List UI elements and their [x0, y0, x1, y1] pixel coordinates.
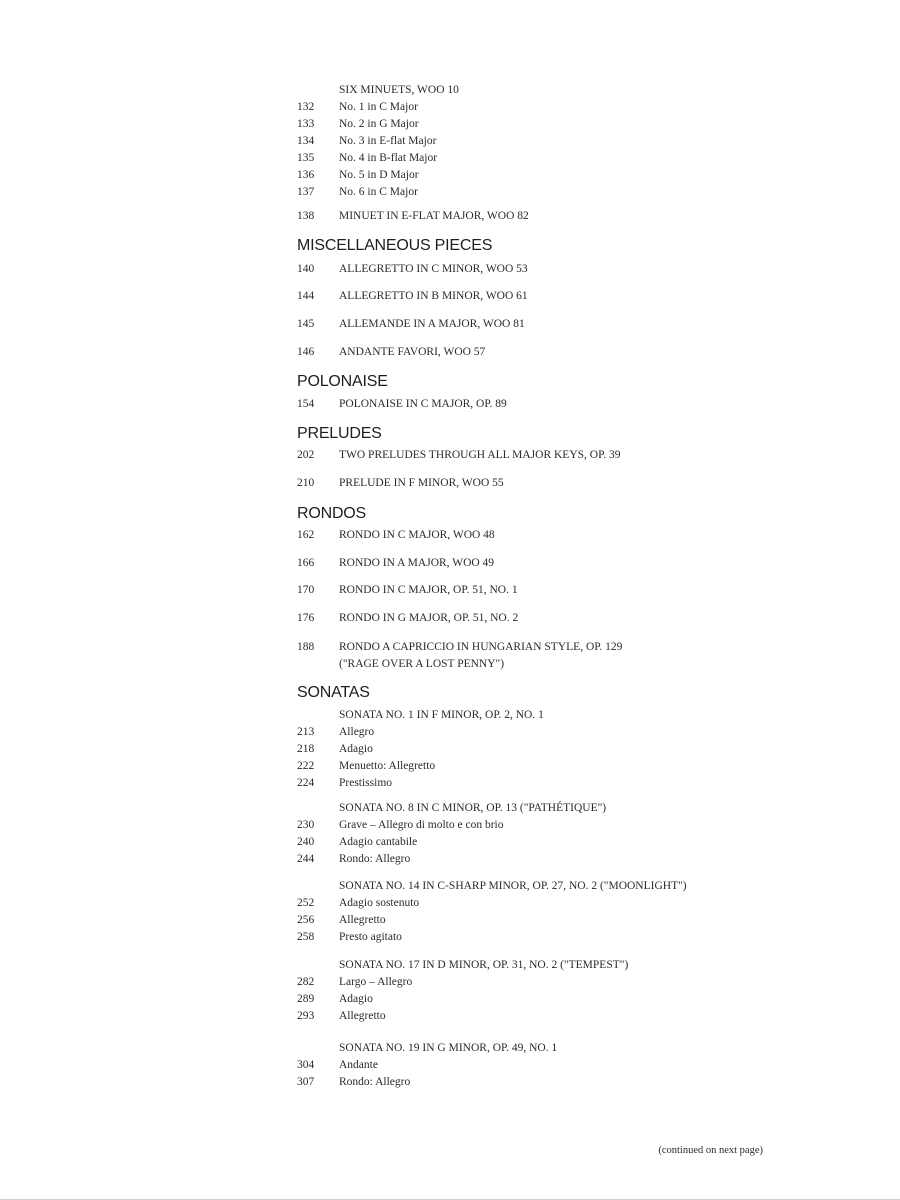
- toc-entry: 170 RONDO IN C MAJOR, OP. 51, NO. 1: [297, 584, 518, 596]
- toc-entry: 154 POLONAISE IN C MAJOR, OP. 89: [297, 398, 507, 410]
- toc-entry: 166 RONDO IN A MAJOR, WOO 49: [297, 557, 495, 569]
- group-title: SIX MINUETS, WOO 10: [339, 84, 459, 96]
- toc-entry: 133 No. 2 in G Major: [297, 118, 419, 130]
- toc-entry: 137 No. 6 in C Major: [297, 186, 418, 198]
- sonata-group: SONATA NO. 1 IN F MINOR, OP. 2, NO. 1 213 Allegro 218 Adagio 222 Menuetto: Allegretto 224 Prestissimo: [297, 709, 544, 789]
- toc-entry: 136 No. 5 in D Major: [297, 169, 419, 181]
- toc-entry: 145 ALLEMANDE IN A MAJOR, WOO 81: [297, 318, 525, 330]
- section-heading: PRELUDES: [297, 425, 382, 442]
- toc-entry: 144 ALLEGRETTO IN B MINOR, WOO 61: [297, 290, 528, 302]
- toc-entry: 134 No. 3 in E-flat Major: [297, 135, 437, 147]
- sonata-group: SONATA NO. 14 IN C-SHARP MINOR, OP. 27, NO. 2 ("MOONLIGHT") 252 Adagio sostenuto 256 Allegretto 258 Presto agitato: [297, 880, 687, 943]
- section-heading: RONDOS: [297, 505, 367, 522]
- section-heading: MISCELLANEOUS PIECES: [297, 237, 493, 254]
- toc-entry: 176 RONDO IN G MAJOR, OP. 51, NO. 2: [297, 612, 519, 624]
- toc-entry: 132 No. 1 in C Major: [297, 101, 418, 113]
- section-heading: SONATAS: [297, 684, 370, 701]
- toc-entry: 135 No. 4 in B-flat Major: [297, 152, 438, 164]
- section-heading: POLONAISE: [297, 373, 388, 390]
- six-minuets-group: [297, 82, 840, 201]
- toc-entry: 138 MINUET IN E-FLAT MAJOR, WOO 82: [297, 210, 529, 222]
- sonata-group: SONATA NO. 19 IN G MINOR, OP. 49, NO. 1 304 Andante 307 Rondo: Allegro: [297, 1042, 558, 1088]
- toc-entry: 140 ALLEGRETTO IN C MINOR, WOO 53: [297, 263, 528, 275]
- toc-entry: 162 RONDO IN C MAJOR, WOO 48: [297, 529, 495, 541]
- toc-entry: 202 TWO PRELUDES THROUGH ALL MAJOR KEYS, OP. 39: [297, 449, 621, 461]
- sonata-group: SONATA NO. 17 IN D MINOR, OP. 31, NO. 2 ("TEMPEST") 282 Largo – Allegro 289 Adagio 293 Allegretto: [297, 959, 629, 1022]
- sonata-group: SONATA NO. 8 IN C MINOR, OP. 13 ("PATHÉTIQUE") 230 Grave – Allegro di molto e con brio 240 Adagio cantabile 244 Rondo: Allegro: [297, 802, 607, 865]
- minuet-entry: [297, 208, 840, 225]
- toc-entry: 188 RONDO A CAPRICCIO IN HUNGARIAN STYLE, OP. 129 ("RAGE OVER A LOST PENNY"): [297, 641, 623, 670]
- toc-entry: 210 PRELUDE IN F MINOR, WOO 55: [297, 477, 504, 489]
- toc-entry: 146 ANDANTE FAVORI, WOO 57: [297, 346, 486, 358]
- continued-note: (continued on next page): [658, 1145, 763, 1156]
